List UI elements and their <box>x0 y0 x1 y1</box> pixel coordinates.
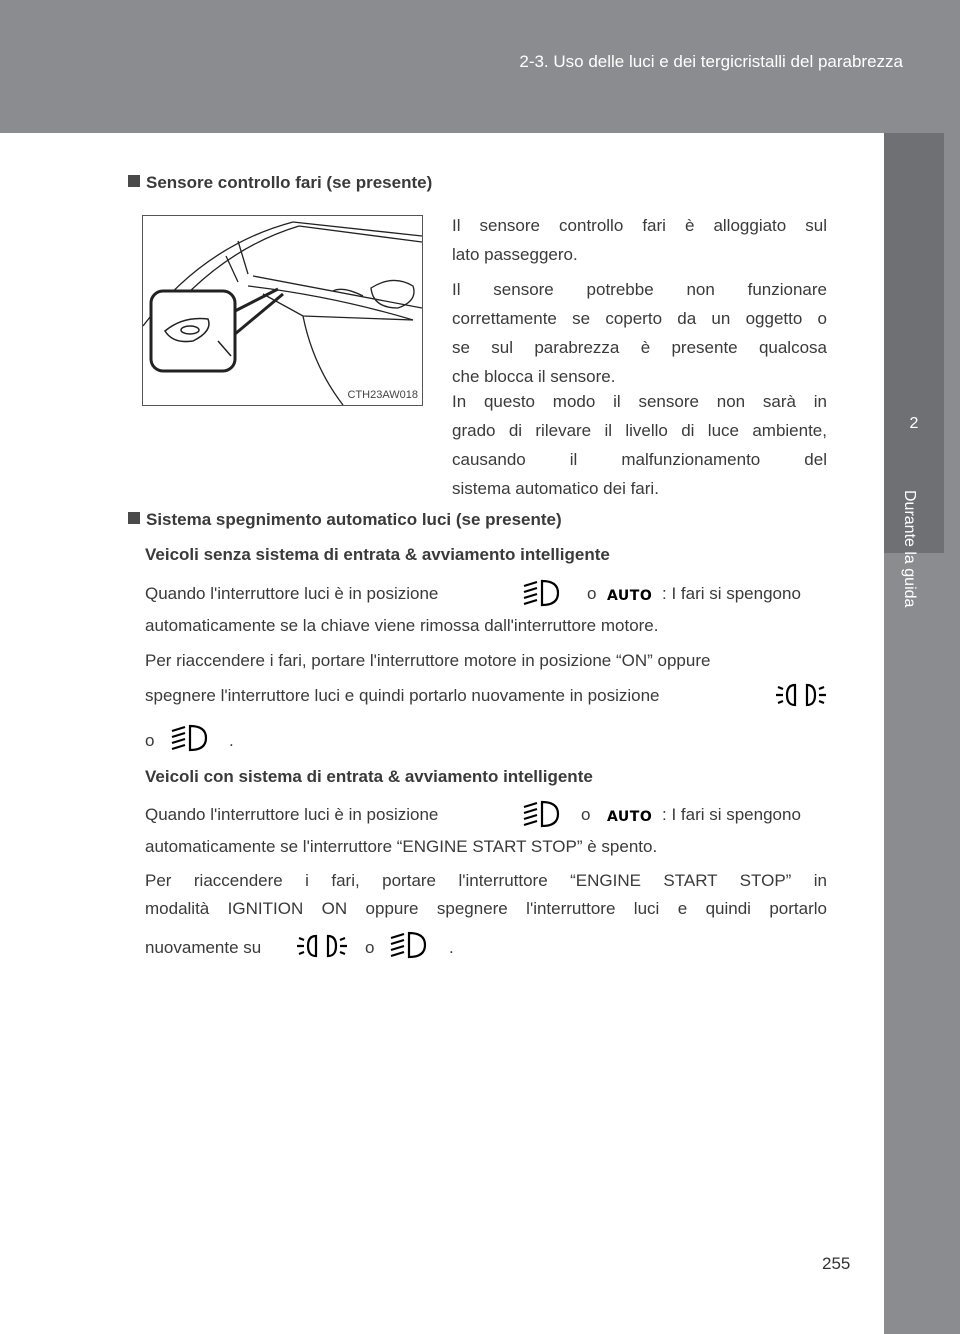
auto-position-label: AUTO <box>607 588 653 604</box>
low-beam-headlight-icon <box>168 723 210 753</box>
text-fragment: Quando l'interruttore luci è in posizione <box>145 805 439 824</box>
text-line: modalità IGNITION ON oppure spegnere l'interruttore luci e quindi portarlo <box>145 899 827 918</box>
section-heading-sensor: Sensore controllo fari (se presente) <box>128 173 432 193</box>
text-line: automaticamente se la chiave viene rimossa dall'interruttore motore. <box>145 616 659 635</box>
subheading-smart-key: Veicoli con sistema di entrata & avviamento intelligente <box>145 767 593 786</box>
text-fragment: o <box>145 731 155 750</box>
low-beam-headlight-icon <box>387 930 429 960</box>
sensor-paragraph-1 <box>452 211 827 269</box>
auto-position-label: AUTO <box>607 809 653 825</box>
low-beam-headlight-icon <box>520 578 562 608</box>
text-fragment: . <box>229 731 234 750</box>
text-line: causando il malfunzionamento del <box>452 450 827 469</box>
page-number: 255 <box>822 1254 851 1273</box>
text-fragment: o <box>365 938 375 957</box>
sensor-paragraph-3 <box>452 387 827 503</box>
text-line: che blocca il sensore. <box>452 367 616 386</box>
text-fragment: nuovamente su <box>145 938 262 957</box>
text-fragment: : I fari si spengono <box>662 805 801 824</box>
text-fragment: o <box>587 584 597 603</box>
text-line: se sul parabrezza è presente qualcosa <box>452 338 827 357</box>
chapter-label: Durante la guida <box>901 490 918 608</box>
text-fragment: o <box>581 805 591 824</box>
section-title: 2-3. Uso delle luci e dei tergicristalli del parabrezza <box>519 52 903 71</box>
text-line: correttamente se coperto da un oggetto o <box>452 309 827 328</box>
text-line: Per riaccendere i fari, portare l'interruttore “ENGINE START STOP” in <box>145 871 827 890</box>
subheading-no-smart-key: Veicoli senza sistema di entrata & avviamento intelligente <box>145 545 610 564</box>
text-line: spegnere l'interruttore luci e quindi portarlo nuovamente in posizione <box>145 686 660 705</box>
sensor-illustration <box>142 215 423 406</box>
headlight-on-icon <box>775 679 827 711</box>
text-line: In questo modo il sensore non sarà in <box>452 392 827 411</box>
text-line: lato passeggero. <box>452 245 578 264</box>
sensor-paragraph-2 <box>452 275 827 391</box>
section-heading-auto-off: Sistema spegnimento automatico luci (se presente) <box>128 510 562 530</box>
figure-code: CTH23AW018 <box>347 389 418 401</box>
page-header <box>0 0 960 133</box>
text-line: Per riaccendere i fari, portare l'interruttore motore in posizione “ON” oppure <box>145 651 711 670</box>
text-line: Il sensore controllo fari è alloggiato sul <box>452 216 827 235</box>
text-line: grado di rilevare il livello di luce ambiente, <box>452 421 827 440</box>
headlight-on-icon <box>296 930 348 962</box>
chapter-number: 2 <box>909 415 919 432</box>
text-fragment: . <box>449 938 454 957</box>
text-line: Il sensore potrebbe non funzionare <box>452 280 827 299</box>
text-line: sistema automatico dei fari. <box>452 479 659 498</box>
bullet-square-icon <box>128 512 140 524</box>
text-line: automaticamente se l'interruttore “ENGINE START STOP” è spento. <box>145 837 658 856</box>
text-fragment: Quando l'interruttore luci è in posizione <box>145 584 439 603</box>
text-fragment: : I fari si spengono <box>662 584 801 603</box>
bullet-square-icon <box>128 175 140 187</box>
low-beam-headlight-icon <box>520 799 562 829</box>
windshield-sensor-icon <box>143 216 422 405</box>
